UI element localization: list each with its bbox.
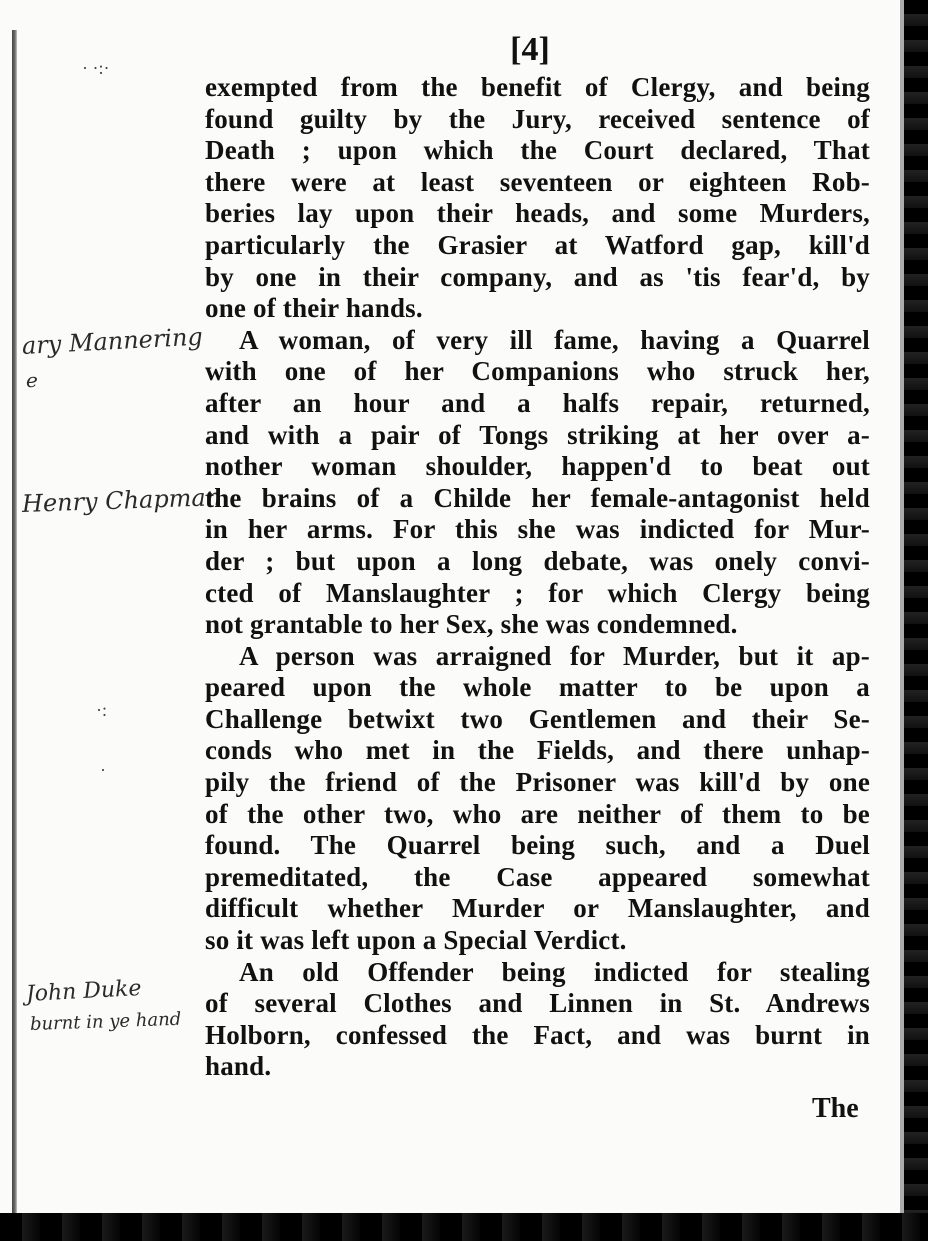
text-line: so it was left upon a Special Verdict. — [205, 925, 627, 956]
text-line: of several Clothes and Linnen in St. Andrews — [205, 988, 870, 1019]
text-line: and with a pair of Tongs striking at her over a- — [205, 419, 870, 450]
page-left-edge-shadow — [12, 30, 17, 1230]
ink-specks: · — [100, 760, 106, 780]
margin-note-sentence: burnt in ye hand — [29, 1008, 182, 1035]
text-line: the brains of a Childe her female-antagonist held — [205, 482, 870, 513]
margin-note-name: John Duke — [25, 975, 143, 1007]
ink-specks: · ·:· — [82, 58, 110, 78]
text-line: Holborn, confessed the Fact, and was burnt in — [205, 1019, 870, 1050]
text-line: found. The Quarrel being such, and a Duel — [205, 830, 870, 861]
text-line: der ; but upon a long debate, was onely convi- — [205, 545, 870, 576]
text-line: particularly the Grasier at Watford gap, kill'd — [205, 229, 870, 260]
text-line: Death ; upon which the Court declared, That — [205, 135, 870, 166]
text-line: after an hour and a halfs repair, returned, — [205, 387, 870, 418]
text-line: nother woman shoulder, happen'd to beat out — [205, 451, 870, 482]
ink-specks: ·: — [96, 700, 107, 720]
margin-note-name: ary Mannering — [21, 322, 204, 360]
text-line: premeditated, the Case appeared somewhat — [205, 861, 870, 892]
text-line: Challenge betwixt two Gentlemen and their Se- — [205, 703, 870, 734]
scan-right-border — [904, 0, 928, 1241]
text-line: of the other two, who are neither of them to be — [205, 798, 870, 829]
text-line: pily the friend of the Prisoner was kill'd by one — [205, 767, 870, 798]
text-line: conds who met in the Fields, and there unhap- — [205, 735, 870, 766]
text-line: by one in their company, and as 'tis fear'd, by — [205, 261, 870, 292]
text-line: found guilty by the Jury, received sentence of — [205, 103, 870, 134]
text-line: hand. — [205, 1051, 272, 1082]
text-line: with one of her Companions who struck her, — [205, 356, 870, 387]
text-line: beries lay upon their heads, and some Murders, — [205, 198, 870, 229]
text-line: in her arms. For this she was indicted for Mur- — [205, 514, 870, 545]
page-number: [4] — [510, 31, 550, 68]
text-line: peared upon the whole matter to be upon a — [205, 672, 870, 703]
catchword: The — [812, 1093, 859, 1124]
text-line: not grantable to her Sex, she was condemned. — [205, 609, 738, 640]
body-text — [205, 72, 870, 1083]
text-line: cted of Manslaughter ; for which Clergy being — [205, 577, 870, 608]
scan-bottom-border — [0, 1213, 928, 1241]
text-line: one of their hands. — [205, 293, 423, 324]
text-line: there were at least seventeen or eighteen Rob- — [205, 166, 870, 197]
margin-note-name: Henry Chapman — [21, 483, 222, 518]
text-line: difficult whether Murder or Manslaughter, and — [205, 893, 870, 924]
text-line: A person was arraigned for Murder, but it ap- — [239, 640, 870, 671]
text-line: exempted from the benefit of Clergy, and being — [205, 72, 870, 102]
text-line: A woman, of very ill fame, having a Quarrel — [239, 324, 870, 355]
margin-note-fragment: e — [26, 368, 38, 392]
text-line: An old Offender being indicted for stealing — [239, 956, 870, 987]
